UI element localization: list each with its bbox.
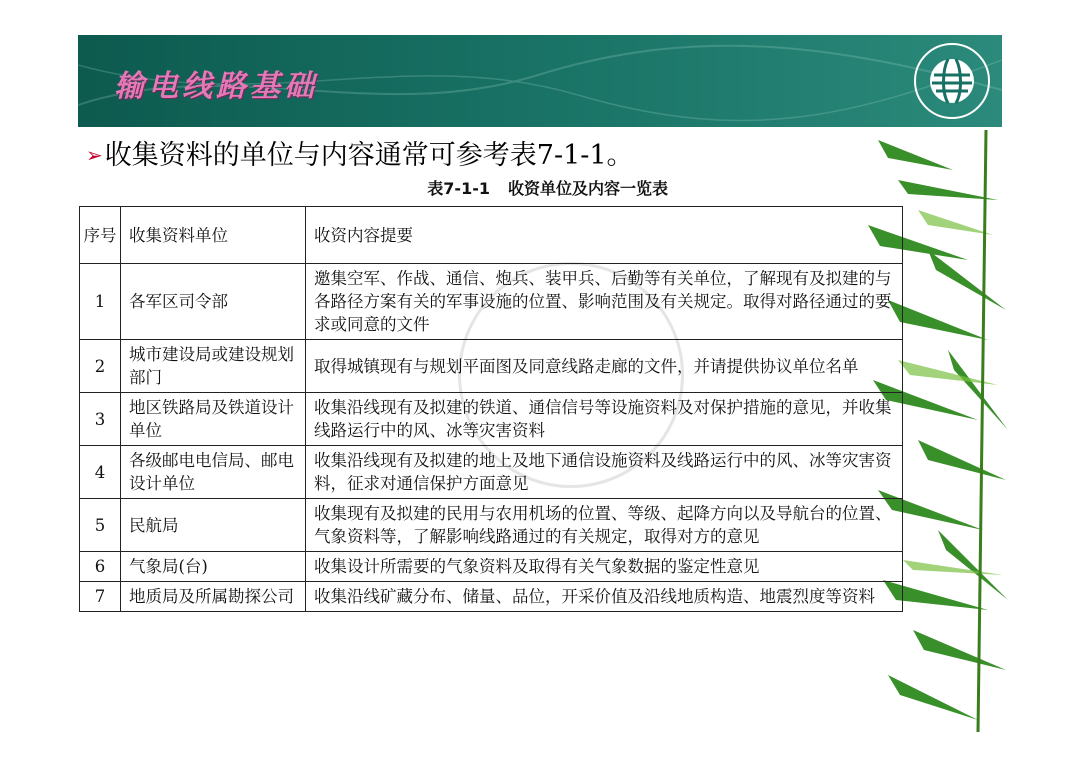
row-num: 3 (80, 393, 121, 446)
table-row (80, 393, 903, 446)
row-num: 6 (80, 552, 121, 582)
bullet-arrow-icon: ➢ (86, 143, 103, 167)
table-header-row (80, 207, 903, 264)
row-unit: 气象局(台) (121, 552, 306, 582)
row-content: 收集沿线矿藏分布、储量、品位，开采价值及沿线地质构造、地震烈度等资料 (306, 582, 903, 612)
table-row (80, 264, 903, 340)
header-num: 序号 (80, 207, 121, 264)
table-number: 表7-1-1 (427, 179, 490, 198)
table-row (80, 552, 903, 582)
state-grid-logo (912, 41, 992, 121)
header-unit: 收集资料单位 (121, 207, 306, 264)
row-content: 收集现有及拟建的民用与农用机场的位置、等级、起降方向以及导航台的位置、气象资料等，了解影响线路通过的有关规定，取得对方的意见 (306, 499, 903, 552)
header-banner (78, 35, 1002, 127)
table-row (80, 582, 903, 612)
header-content: 收资内容提要 (306, 207, 903, 264)
row-content: 邀集空军、作战、通信、炮兵、装甲兵、后勤等有关单位，了解现有及拟建的与各路径方案有关的军事设施的位置、影响范围及有关规定。取得对路径通过的要求或同意的文件 (306, 264, 903, 340)
page-heading: ➢收集资料的单位与内容通常可参考表7-1-1。 (86, 140, 634, 171)
row-unit: 地区铁路局及铁道设计单位 (121, 393, 306, 446)
table-row (80, 499, 903, 552)
table-row (80, 340, 903, 393)
row-content: 收集沿线现有及拟建的地上及地下通信设施资料及线路运行中的风、冰等灾害资料，征求对通信保护方面意见 (306, 446, 903, 499)
row-num: 1 (80, 264, 121, 340)
row-num: 2 (80, 340, 121, 393)
row-content: 收集设计所需要的气象资料及取得有关气象数据的鉴定性意见 (306, 552, 903, 582)
row-num: 4 (80, 446, 121, 499)
info-table (79, 206, 903, 612)
row-unit: 城市建设局或建设规划部门 (121, 340, 306, 393)
banner-title: 输电线路基础 (114, 69, 318, 104)
row-unit: 地质局及所属勘探公司 (121, 582, 306, 612)
row-content: 收集沿线现有及拟建的铁道、通信信号等设施资料及对保护措施的意见，并收集线路运行中的风、冰等灾害资料 (306, 393, 903, 446)
row-num: 5 (80, 499, 121, 552)
table-row (80, 446, 903, 499)
row-unit: 各级邮电电信局、邮电设计单位 (121, 446, 306, 499)
row-content: 取得城镇现有与规划平面图及同意线路走廊的文件，并请提供协议单位名单 (306, 340, 903, 393)
table-title: 收资单位及内容一览表 (507, 179, 668, 198)
row-unit: 各军区司令部 (121, 264, 306, 340)
row-unit: 民航局 (121, 499, 306, 552)
table-caption (78, 176, 668, 199)
row-num: 7 (80, 582, 121, 612)
